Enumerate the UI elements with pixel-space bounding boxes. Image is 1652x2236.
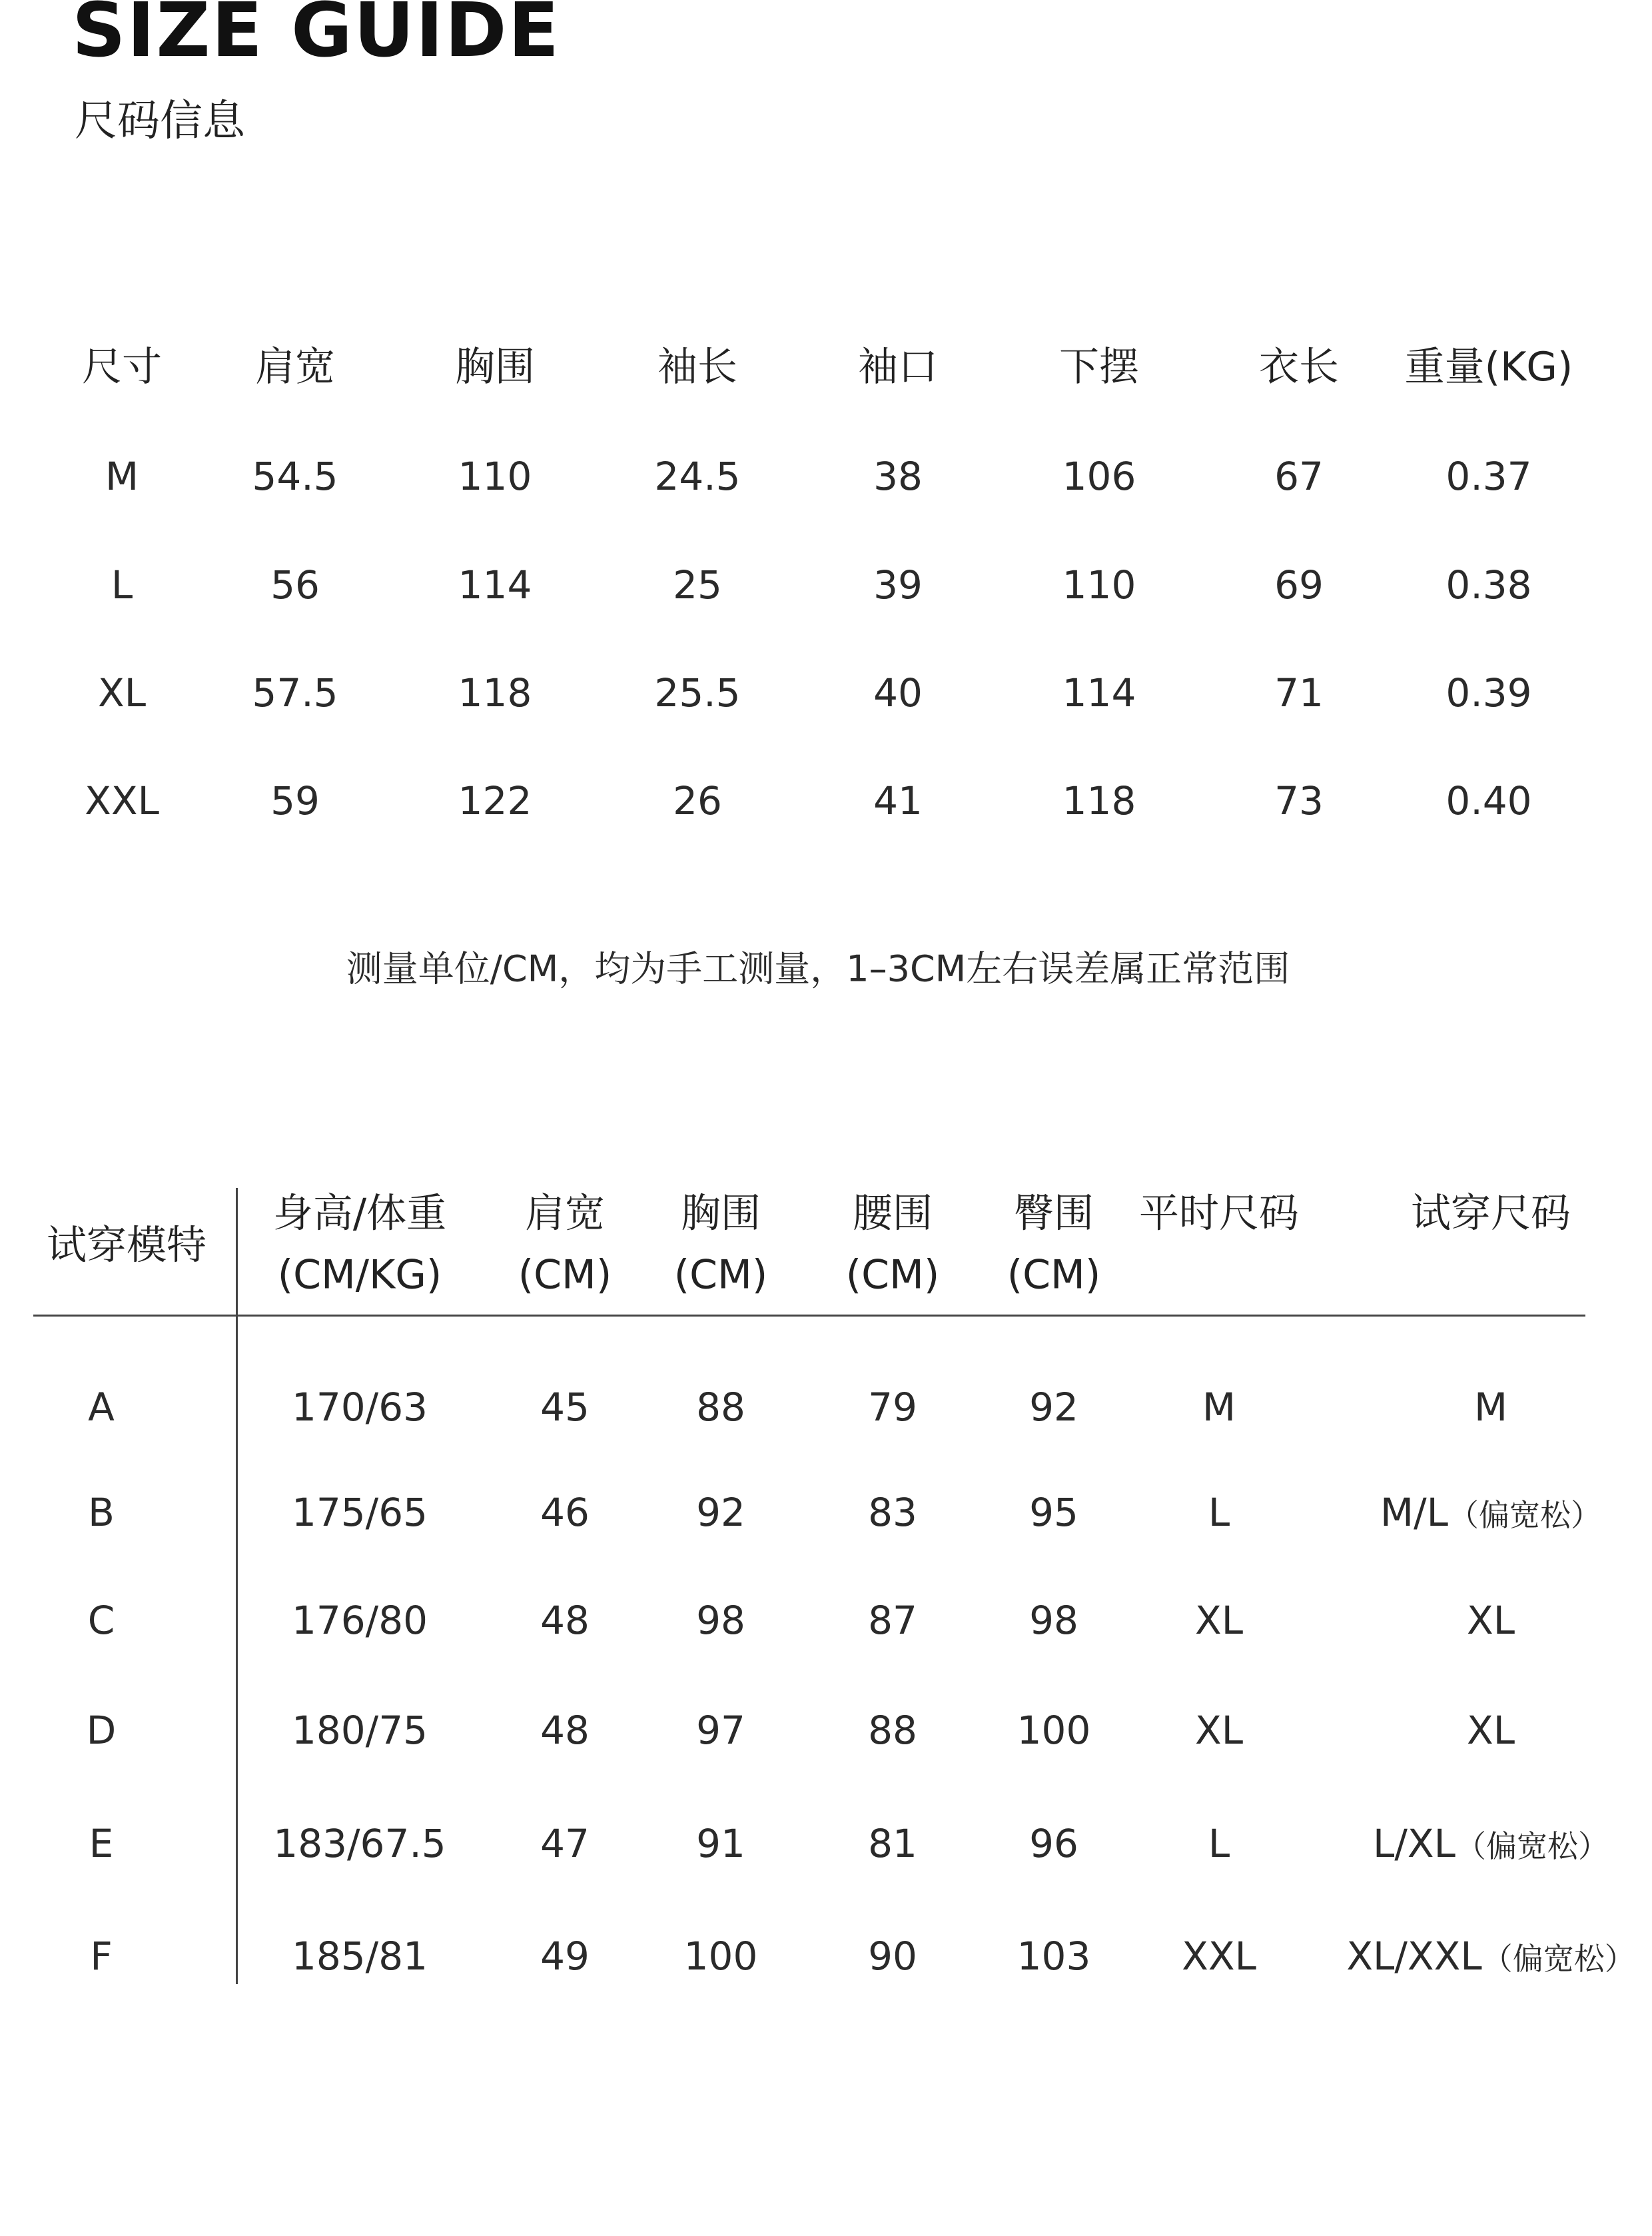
size-table-header-cell: 肩宽 [255, 344, 335, 390]
model-table-cell: 79 [868, 1385, 917, 1430]
model-table-cell: 49 [540, 1934, 590, 1979]
model-table-cell: 95 [1029, 1490, 1078, 1535]
size-table-cell: 114 [458, 562, 532, 608]
model-table-cell: 176/80 [291, 1598, 428, 1643]
model-table-cell: 45 [540, 1385, 590, 1430]
model-table-header-line1: 身高/体重 [272, 1190, 447, 1237]
tried-size-note: （偏宽松） [1447, 1497, 1601, 1533]
model-table-header-line2: (CM) [1007, 1251, 1101, 1299]
model-table-header-line1: 胸围 [681, 1190, 761, 1237]
model-table-cell: 170/63 [291, 1385, 428, 1430]
model-table-header-cell: 试穿尺码 [1411, 1190, 1571, 1237]
model-label: F [90, 1934, 113, 1979]
page-subtitle: 尺码信息 [75, 97, 245, 146]
model-label: C [87, 1598, 115, 1643]
size-table-header-cell: 重量(KG) [1404, 344, 1573, 390]
model-table-cell: 97 [696, 1708, 745, 1753]
size-table-cell: 73 [1274, 778, 1324, 824]
model-table-cell: 48 [540, 1708, 590, 1753]
model-table-cell: 88 [868, 1708, 917, 1753]
size-table-header-cell: 尺寸 [82, 344, 162, 390]
size-table-cell: 56 [270, 562, 320, 608]
size-table-cell: 25.5 [654, 670, 741, 716]
model-table-cell: 92 [1029, 1385, 1078, 1430]
size-table-header-cell: 下摆 [1059, 344, 1139, 390]
tried-size-value: XL/XXL [1346, 1934, 1482, 1979]
model-table-cell: 47 [540, 1821, 590, 1866]
model-table-header-cell: 试穿模特 [47, 1222, 206, 1269]
tried-size-value: M/L [1380, 1490, 1448, 1535]
tried-size-cell [1346, 1934, 1635, 1979]
model-table-cell: 100 [683, 1934, 758, 1979]
size-table-cell: 24.5 [654, 454, 741, 499]
tried-size-note: （偏宽松） [1481, 1941, 1635, 1977]
model-table-header-line1: 腰围 [853, 1190, 933, 1237]
tried-size-value: XL [1466, 1598, 1515, 1643]
table-divider-horizontal [33, 1315, 1585, 1317]
size-table-cell: 40 [873, 670, 923, 716]
model-table-cell: 185/81 [291, 1934, 428, 1979]
model-table-cell: 180/75 [291, 1708, 428, 1753]
size-table-cell: 67 [1274, 454, 1324, 499]
tried-size-value: L/XL [1373, 1821, 1455, 1866]
model-table-cell: 96 [1029, 1821, 1078, 1866]
size-table-cell: 26 [673, 778, 722, 824]
model-table-cell: 103 [1017, 1934, 1091, 1979]
model-table-header-line2: (CM) [673, 1251, 768, 1299]
model-table-cell: 92 [696, 1490, 745, 1535]
size-table-cell: 114 [1062, 670, 1136, 716]
model-table-cell: XXL [1182, 1934, 1256, 1979]
model-table-header-line1: 肩宽 [525, 1190, 605, 1237]
size-table-cell: 110 [1062, 562, 1136, 608]
size-table-cell: 71 [1274, 670, 1324, 716]
size-table-header-cell: 袖口 [858, 344, 938, 390]
size-label: M [105, 454, 139, 499]
model-table-cell: 100 [1017, 1708, 1091, 1753]
model-label: A [88, 1385, 115, 1430]
model-table-cell: 88 [696, 1385, 745, 1430]
model-label: E [89, 1821, 114, 1866]
size-table-cell: 0.37 [1446, 454, 1532, 499]
size-table-cell: 25 [673, 562, 722, 608]
size-table-header-cell: 胸围 [455, 344, 535, 390]
size-table-cell: 69 [1274, 562, 1324, 608]
model-table-cell: M [1202, 1385, 1236, 1430]
tried-size-value: XL [1466, 1708, 1515, 1753]
size-table-cell: 39 [873, 562, 923, 608]
table-divider-vertical [236, 1188, 238, 1984]
model-table-cell: 87 [868, 1598, 917, 1643]
model-table-header-cell: 平时尺码 [1139, 1190, 1299, 1237]
model-table-cell: 83 [868, 1490, 917, 1535]
model-table-cell: 90 [868, 1934, 917, 1979]
tried-size-cell [1466, 1598, 1515, 1643]
model-table-cell: 183/67.5 [273, 1821, 446, 1866]
size-table-cell: 118 [458, 670, 532, 716]
measurement-note: 测量单位/CM，均为手工测量，1–3CM左右误差属正常范围 [346, 947, 1290, 990]
model-table-cell: XL [1194, 1708, 1244, 1753]
size-table-header-cell: 衣长 [1259, 344, 1339, 390]
size-table-cell: 54.5 [252, 454, 338, 499]
model-table-cell: 48 [540, 1598, 590, 1643]
tried-size-cell [1373, 1821, 1609, 1866]
model-table-cell: L [1208, 1821, 1230, 1866]
size-table-cell: 0.40 [1446, 778, 1532, 824]
model-table-cell: L [1208, 1490, 1230, 1535]
model-table-header-line2: (CM) [518, 1251, 612, 1299]
page-title: SIZE GUIDE [72, 0, 561, 74]
size-label: L [111, 562, 133, 608]
model-table-header-line1: 臀围 [1014, 1190, 1094, 1237]
model-table-cell: XL [1194, 1598, 1244, 1643]
tried-size-value: M [1473, 1385, 1508, 1430]
size-table-cell: 106 [1062, 454, 1136, 499]
model-label: D [86, 1708, 117, 1753]
size-label: XXL [85, 778, 159, 824]
model-table-cell: 98 [696, 1598, 745, 1643]
model-table-cell: 91 [696, 1821, 745, 1866]
model-label: B [88, 1490, 115, 1535]
size-table-cell: 118 [1062, 778, 1136, 824]
size-table-cell: 110 [458, 454, 532, 499]
model-table-header-line2: (CM/KG) [277, 1251, 442, 1299]
model-table-cell: 98 [1029, 1598, 1078, 1643]
tried-size-cell [1473, 1385, 1508, 1430]
model-table-cell: 81 [868, 1821, 917, 1866]
size-table-cell: 38 [873, 454, 923, 499]
size-table-cell: 0.39 [1446, 670, 1532, 716]
size-label: XL [97, 670, 147, 716]
model-table-cell: 175/65 [291, 1490, 428, 1535]
size-table-cell: 57.5 [252, 670, 338, 716]
model-table-header-line2: (CM) [845, 1251, 940, 1299]
size-table-cell: 0.38 [1446, 562, 1532, 608]
size-table-cell: 59 [270, 778, 320, 824]
size-table-cell: 41 [873, 778, 923, 824]
tried-size-cell [1466, 1708, 1515, 1753]
tried-size-cell [1380, 1490, 1601, 1535]
size-table-cell: 122 [458, 778, 532, 824]
model-table-cell: 46 [540, 1490, 590, 1535]
size-table-header-cell: 袖长 [657, 344, 737, 390]
tried-size-note: （偏宽松） [1455, 1828, 1609, 1864]
